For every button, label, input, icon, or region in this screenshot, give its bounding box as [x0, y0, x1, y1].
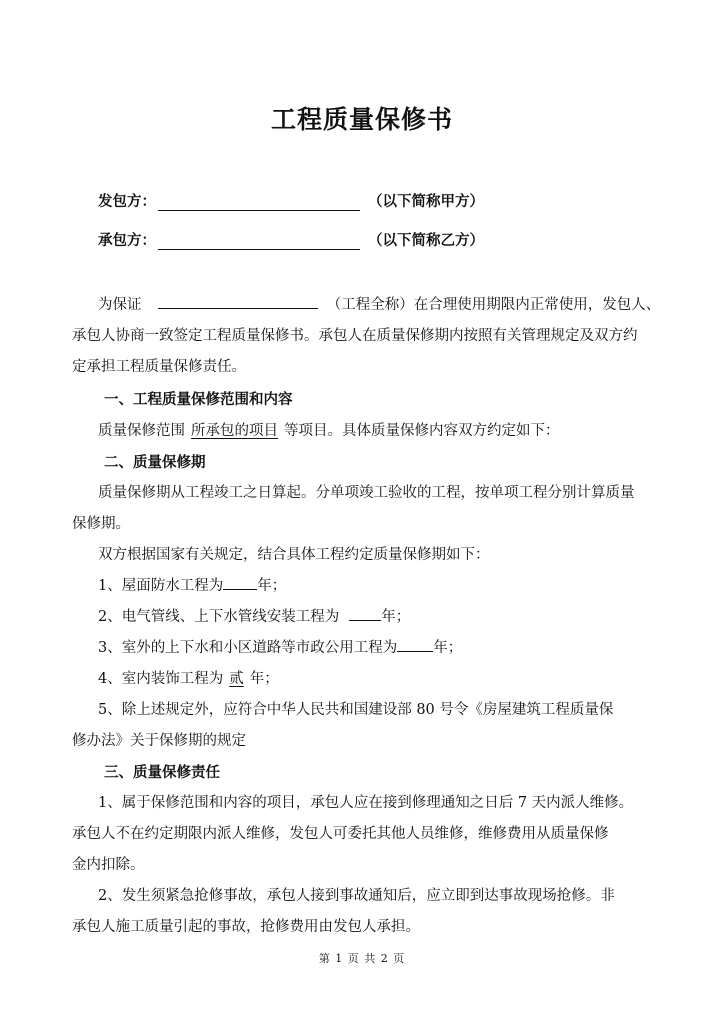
intro-part-2: （工程全称）在合理使用期限内正常使用，发包人、 — [326, 297, 661, 313]
item3-blank — [397, 637, 433, 652]
period-item-2 — [98, 602, 410, 633]
section1-heading: 一、工程质量保修范围和内容 — [104, 391, 293, 408]
item1-prefix: 1、屋面防水工程为 — [98, 578, 224, 594]
contractor-suffix: （以下简称乙方） — [368, 232, 484, 249]
period-item-3 — [98, 633, 462, 664]
item4-suffix: 年； — [249, 671, 279, 687]
contractor-blank — [158, 234, 360, 250]
section3-heading: 三、质量保修责任 — [104, 764, 220, 781]
duty-item-1-line1: 1、属于保修范围和内容的项目，承包人应在接到修理通知之日后 7 天内派人维修。 — [98, 795, 634, 811]
employer-blank — [158, 195, 360, 211]
item4-prefix: 4、室内装饰工程为 — [98, 671, 224, 687]
contractor-label: 承包方： — [98, 232, 156, 249]
item1-suffix: 年； — [257, 578, 287, 594]
period-item-1 — [98, 571, 286, 602]
scope-value: 所承包的项目 — [191, 423, 278, 439]
item3-suffix: 年； — [433, 640, 463, 656]
period-item-5-line1: 5、除上述规定外，应符合中华人民共和国建设部 80 号令《房屋建筑工程质量保 — [98, 702, 614, 718]
duty-item-2-line2: 承包人施工质量引起的事故，抢修费用由发包人承担。 — [72, 919, 420, 935]
intro-part-1: 为保证 — [98, 297, 142, 313]
duty-item-1-line3: 金内扣除。 — [72, 857, 145, 873]
period-para2: 双方根据国家有关规定，结合具体工程约定质量保修期如下： — [98, 547, 490, 563]
employer-label: 发包方： — [98, 193, 156, 210]
item2-prefix: 2、电气管线、上下水管线安装工程为 — [98, 609, 340, 625]
period-para1-line2: 保修期。 — [72, 516, 130, 532]
item1-blank — [223, 575, 257, 590]
employer-suffix: （以下简称甲方） — [368, 193, 484, 210]
item3-prefix: 3、室外的上下水和小区道路等市政公用工程为 — [98, 640, 398, 656]
intro-line-1 — [98, 290, 660, 321]
duty-item-2-line1: 2、发生须紧急抢修事故，承包人接到事故通知后，应立即到达事故现场抢修。非 — [98, 888, 615, 904]
employer-line — [98, 190, 484, 211]
scope-line — [98, 416, 560, 447]
scope-prefix: 质量保修范围 — [98, 423, 185, 439]
item4-value: 贰 — [229, 671, 244, 687]
page-footer: 第 1 页 共 2 页 — [318, 952, 406, 965]
duty-item-1-line2: 承包人不在约定期限内派人维修，发包人可委托其他人员维修，维修费用从质量保修 — [72, 826, 609, 842]
scope-suffix: 等项目。具体质量保修内容双方约定如下： — [284, 423, 560, 439]
period-item-4 — [98, 664, 279, 695]
item2-blank — [349, 606, 381, 621]
document-title: 工程质量保修书 — [270, 105, 453, 134]
project-name-blank — [158, 294, 318, 309]
intro-line-3: 定承担工程质量保修责任。 — [72, 359, 246, 375]
intro-line-2: 承包人协商一致签定工程质量保修书。承包人在质量保修期内按照有关管理规定及双方约 — [72, 328, 638, 344]
period-para1-line1: 质量保修期从工程竣工之日算起。分单项竣工验收的工程，按单项工程分别计算质量 — [98, 485, 635, 501]
contractor-line — [98, 229, 484, 250]
section2-heading: 二、质量保修期 — [104, 454, 206, 471]
period-item-5-line2: 修办法》关于保修期的规定 — [72, 733, 246, 749]
item2-suffix: 年； — [381, 609, 411, 625]
